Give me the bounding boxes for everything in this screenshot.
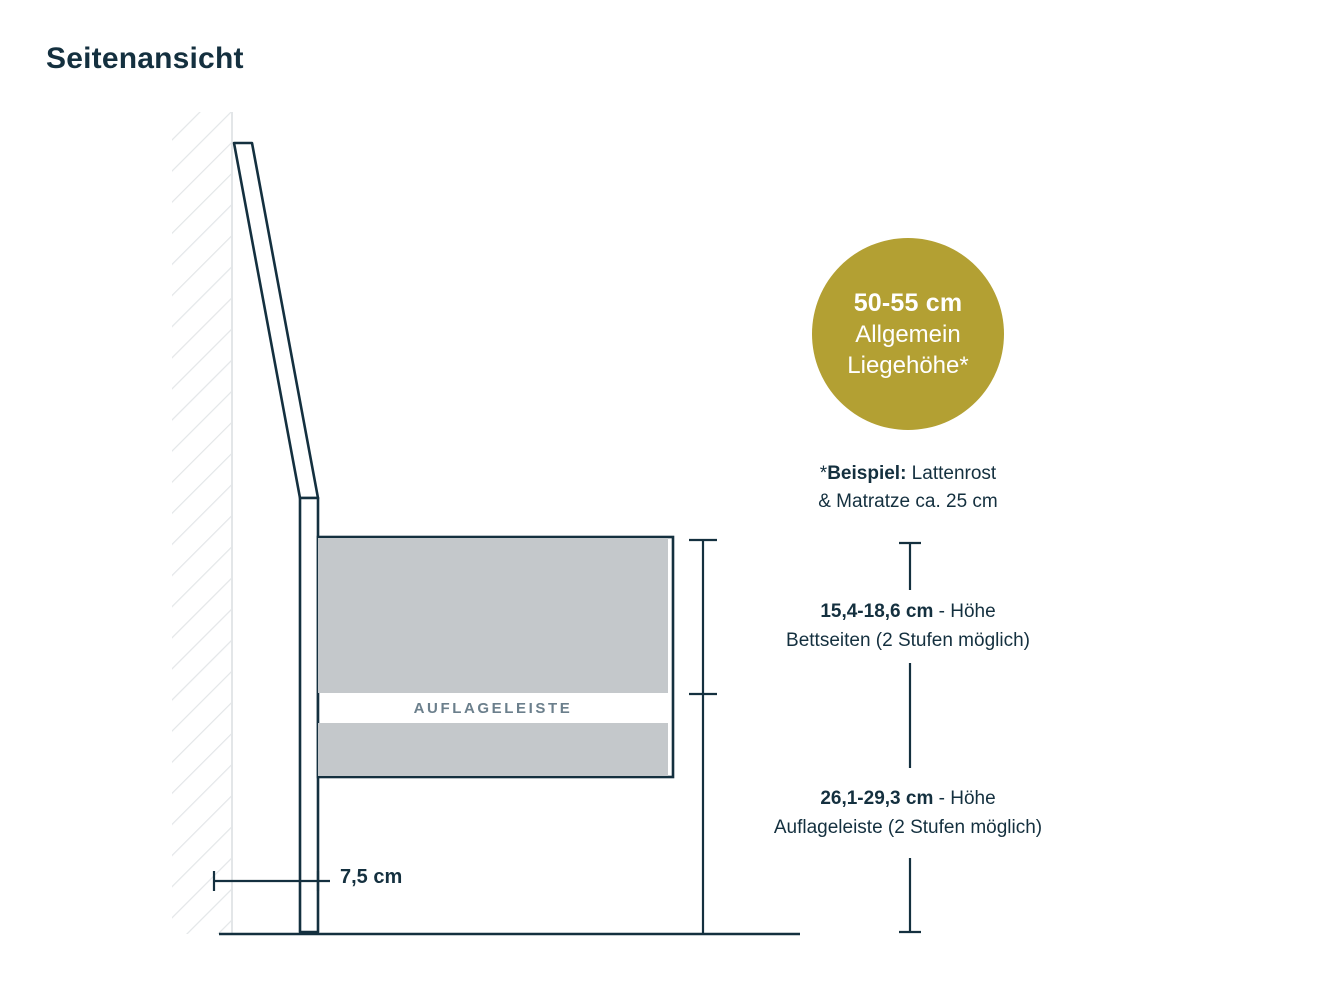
callout-auflageleiste (698, 785, 1118, 842)
wall-hatch (172, 112, 232, 934)
page-title: Seitenansicht (46, 42, 244, 75)
headboard-shape (234, 143, 318, 498)
callout-auflageleiste-value: 26,1-29,3 cm (820, 788, 934, 809)
dimension-label-foot-depth: 7,5 cm (340, 866, 403, 888)
example-note-rest: Lattenrost (906, 463, 997, 484)
callout-bettseiten-value: 15,4-18,6 cm (820, 601, 934, 622)
badge-subtitle-1: Allgemein (855, 321, 961, 349)
badge-subtitle-2: Liegehöhe* (847, 352, 969, 380)
bed-side-fill (318, 538, 668, 693)
example-note-bold: Beispiel: (827, 463, 907, 484)
callout-bettseiten-line-1 (698, 598, 1118, 627)
example-note-line-1 (718, 460, 1098, 488)
support-ledge-fill (318, 723, 668, 776)
badge-value: 50-55 cm (853, 288, 963, 317)
callout-bettseiten-line-2: Bettseiten (2 Stufen möglich) (786, 629, 1030, 651)
bed-post-shape (300, 498, 318, 932)
example-note-marker: * (819, 463, 828, 484)
lying-height-badge (812, 238, 1004, 430)
example-note-line-2: & Matratze ca. 25 cm (818, 490, 998, 512)
example-note (718, 460, 1098, 515)
callout-auflageleiste-line-2: Auflageleiste (2 Stufen möglich) (773, 816, 1043, 838)
support-ledge-label: AUFLAGELEISTE (413, 700, 573, 717)
callout-bettseiten (698, 598, 1118, 655)
callout-auflageleiste-dash: - Höhe (933, 788, 996, 809)
callout-auflageleiste-line-1 (698, 785, 1118, 814)
callout-bettseiten-dash: - Höhe (933, 601, 996, 622)
